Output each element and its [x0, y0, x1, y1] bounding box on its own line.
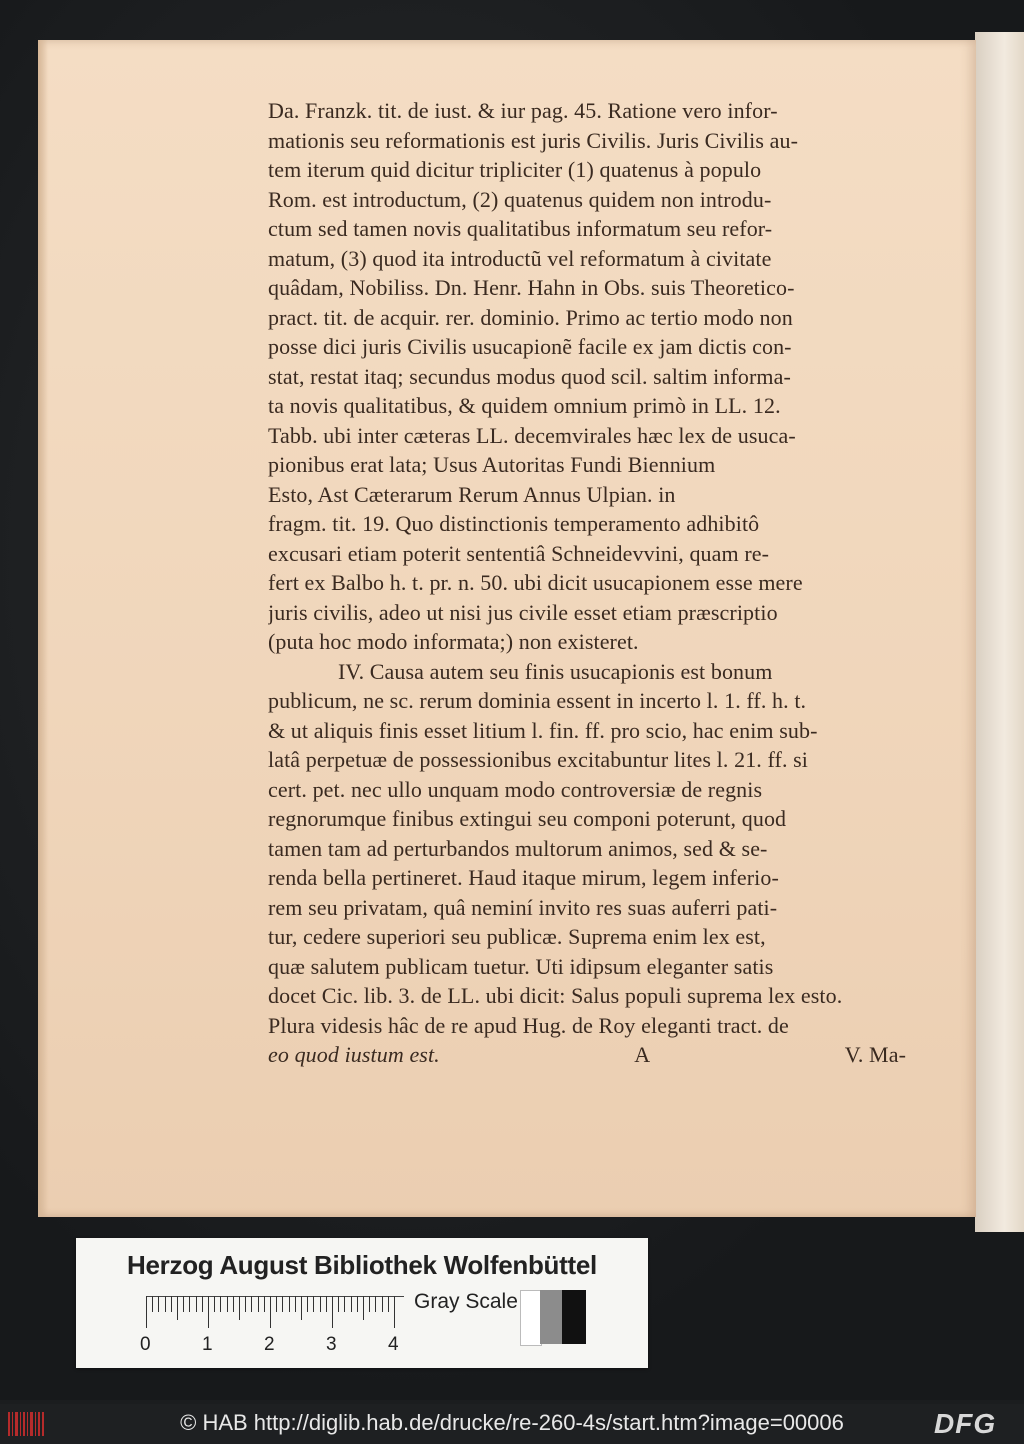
text-line: regnorumque finibus extingui seu componi poterunt, quod — [268, 806, 787, 831]
text-line: ctum sed tamen novis qualitatibus informatum seu refor- — [268, 216, 773, 241]
signature-mark: A — [634, 1042, 651, 1067]
text-line: Esto, Ast Cæterarum Rerum Annus Ulpian. in — [268, 481, 676, 507]
text-line: matum, (3) quod ita introductũ vel reformatum à civitate — [268, 245, 772, 271]
last-line-text: eo quod iustum est. — [268, 1042, 440, 1067]
text-line: rem seu privatam, quâ neminí invito res suas auferri pati- — [268, 894, 778, 920]
ruler-base-line — [146, 1296, 404, 1297]
text-line: juris civilis, adeo ut nisi jus civile esset etiam præscriptio — [268, 599, 778, 625]
text-line: renda bella pertineret. Haud itaque mirum, legem inferio- — [268, 865, 779, 890]
page-text — [268, 96, 918, 1070]
ruler-tick — [326, 1296, 327, 1312]
text-line: pionibus erat lata; Usus Autoritas Fundi Biennium — [268, 452, 716, 477]
ruler-tick — [301, 1296, 302, 1320]
ruler-tick — [214, 1296, 215, 1312]
ruler-tick — [183, 1296, 184, 1312]
text-line: docet Cic. lib. 3. de LL. ubi dicit: Salus populi suprema lex esto. — [268, 983, 843, 1008]
ruler-tick — [276, 1296, 277, 1312]
last-line — [268, 1040, 906, 1070]
footer-bar — [0, 1404, 1024, 1444]
gray-scale-label: Gray Scale — [414, 1290, 518, 1313]
ruler-tick — [382, 1296, 383, 1312]
ruler-tick — [220, 1296, 221, 1312]
text-line: (puta hoc modo informata;) non existeret. — [268, 629, 639, 654]
text-line: quæ salutem publicam tuetur. Uti idipsum eleganter satis — [268, 953, 774, 979]
text-line: tur, cedere superiori seu publicæ. Suprema enim lex est, — [268, 924, 766, 949]
ruler-tick — [245, 1296, 246, 1312]
text-line: excusari etiam poterit sententiâ Schneidevvini, quam re- — [268, 540, 770, 566]
ruler-tick — [307, 1296, 308, 1312]
ruler-tick — [270, 1296, 271, 1328]
gray-swatch — [540, 1290, 562, 1344]
text-line: ta novis qualitatibus, & quidem omnium primò in LL. 12. — [268, 393, 781, 418]
ruler-tick — [152, 1296, 153, 1312]
page-gutter-shadow — [38, 40, 48, 1217]
gray-swatch — [520, 1290, 542, 1346]
adjacent-page-edge — [975, 32, 1024, 1232]
gray-swatch — [562, 1290, 586, 1344]
text-line: posse dici juris Civilis usucapionẽ facile ex jam dictis con- — [268, 334, 792, 359]
ruler-tick — [239, 1296, 240, 1320]
ruler-tick — [375, 1296, 376, 1312]
text-line: mationis seu reformationis est juris Civilis. Juris Civilis au- — [268, 127, 798, 153]
ruler-tick — [320, 1296, 321, 1312]
ruler-tick — [369, 1296, 370, 1312]
ruler-tick — [289, 1296, 290, 1312]
ruler-tick — [165, 1296, 166, 1312]
ruler-number: 3 — [326, 1334, 337, 1355]
text-line: quâdam, Nobiliss. Dn. Henr. Hahn in Obs. suis Theoretico- — [268, 275, 795, 300]
text-line: Tabb. ubi inter cæteras LL. decemvirales hæc lex de usuca- — [268, 422, 796, 448]
ruler-tick — [202, 1296, 203, 1312]
reference-card — [76, 1238, 648, 1368]
ruler-tick — [189, 1296, 190, 1312]
text-line: latâ perpetuæ de possessionibus excitabuntur lites l. 21. ff. si — [268, 747, 809, 772]
ruler-tick — [338, 1296, 339, 1312]
ruler-tick — [357, 1296, 358, 1312]
ruler-tick — [171, 1296, 172, 1312]
footer-source-link[interactable]: © HAB http://diglib.hab.de/drucke/re-260-4s/start.htm?image=00006 — [180, 1410, 844, 1435]
ruler-tick — [264, 1296, 265, 1312]
ruler-tick — [282, 1296, 283, 1312]
ruler-tick — [344, 1296, 345, 1312]
ruler-tick — [251, 1296, 252, 1312]
ruler-tick — [227, 1296, 228, 1312]
text-line: Rom. est introductum, (2) quatenus quidem non introdu- — [268, 186, 772, 212]
ruler-tick — [196, 1296, 197, 1312]
ruler-tick — [258, 1296, 259, 1312]
catchword: V. Ma- — [844, 1042, 906, 1067]
ruler-number: 0 — [140, 1334, 151, 1355]
text-line: pract. tit. de acquir. rer. dominio. Primo ac tertio modo non — [268, 304, 793, 330]
ruler-tick — [158, 1296, 159, 1312]
dfg-logo: DFG — [934, 1408, 997, 1439]
text-line: fert ex Balbo h. t. pr. n. 50. ubi dicit usucapionem esse mere — [268, 570, 803, 595]
text-line: stat, restat itaq; secundus modus quod scil. saltim informa- — [268, 363, 791, 389]
ruler-tick — [332, 1296, 333, 1328]
ruler-tick — [295, 1296, 296, 1312]
ruler-tick — [208, 1296, 209, 1328]
text-line: Plura videsis hâc de re apud Hug. de Roy eleganti tract. de — [268, 1012, 789, 1038]
ruler-number: 1 — [202, 1334, 213, 1355]
ruler-tick — [363, 1296, 364, 1320]
ruler-scale — [146, 1296, 406, 1330]
ruler-tick — [388, 1296, 389, 1312]
text-line: fragm. tit. 19. Quo distinctionis temperamento adhibitô — [268, 511, 760, 536]
text-line: cert. pet. nec ullo unquam modo controversiæ de regnis — [268, 776, 763, 802]
ruler-number: 2 — [264, 1334, 275, 1355]
ruler-number: 4 — [388, 1334, 399, 1355]
ruler-tick — [351, 1296, 352, 1312]
ruler-tick — [233, 1296, 234, 1312]
ruler-tick — [146, 1296, 147, 1328]
ruler-tick — [177, 1296, 178, 1320]
text-line: publicum, ne sc. rerum dominia essent in incerto l. 1. ff. h. t. — [268, 688, 807, 713]
library-name: Herzog August Bibliothek Wolfenbüttel — [127, 1250, 597, 1280]
ruler-tick — [394, 1296, 395, 1328]
text-line: Da. Franzk. tit. de iust. & iur pag. 45. Ratione vero infor- — [268, 98, 778, 123]
section-heading-line: IV. Causa autem seu finis usucapionis est bonum — [338, 658, 773, 684]
text-line: & ut aliquis finis esset litium l. fin. ff. pro scio, hac enim sub- — [268, 717, 818, 743]
ruler-tick — [313, 1296, 314, 1312]
text-line: tamen tam ad perturbandos multorum animos, sed & se- — [268, 835, 768, 861]
text-line: tem iterum quid dicitur tripliciter (1) quatenus à populo — [268, 157, 762, 182]
